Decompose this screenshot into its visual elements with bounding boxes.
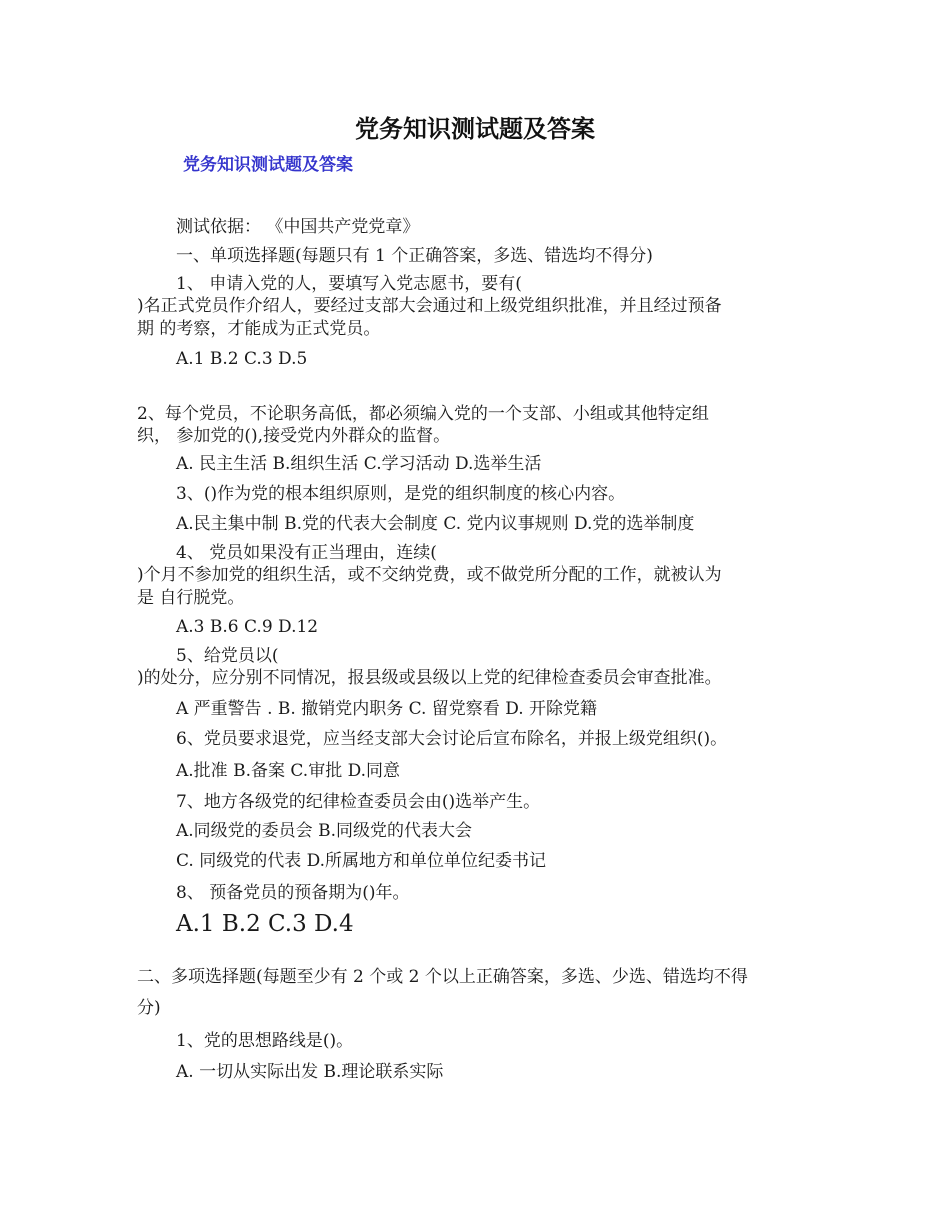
section-2-header: 二、多项选择题(每题至少有 2 个或 2 个以上正确答案，多选、少选、错选均不得 (137, 967, 748, 987)
multi-question-1-options: A. 一切从实际出发 B.理论联系实际 (176, 1062, 444, 1082)
multi-question-1-text: 1、党的思想路线是()。 (176, 1031, 354, 1051)
question-8-text: 8、 预备党员的预备期为()年。 (176, 883, 410, 903)
question-4-options: A.3 B.6 C.9 D.12 (176, 617, 319, 637)
question-7-options: C. 同级党的代表 D.所属地方和单位单位纪委书记 (176, 851, 547, 871)
question-2-options: A. 民主生活 B.组织生活 C.学习活动 D.选举生活 (176, 454, 542, 474)
question-6-text: 6、党员要求退党，应当经支部大会讨论后宣布除名，并报上级党组织()。 (176, 729, 728, 749)
question-1-text: 1、 申请入党的人，要填写入党志愿书，要有( (176, 274, 522, 294)
question-5-options: A 严重警告 . B. 撤销党内职务 C. 留党察看 D. 开除党籍 (176, 699, 598, 719)
question-7-options: A.同级党的委员会 B.同级党的代表大会 (176, 821, 472, 841)
section-1-header: 一、单项选择题(每题只有 1 个正确答案，多选、错选均不得分) (176, 246, 653, 266)
question-5-text-cont: )的处分，应分别不同情况，报县级或县级以上党的纪律检查委员会审查批准。 (137, 668, 722, 688)
question-8-options: A.1 B.2 C.3 D.4 (176, 911, 354, 937)
page-subtitle: 党务知识测试题及答案 (183, 155, 353, 175)
question-6-options: A.批准 B.备案 C.审批 D.同意 (176, 761, 401, 781)
question-4-text: 4、 党员如果没有正当理由，连续( (176, 543, 437, 563)
section-2-header-cont: 分) (137, 998, 161, 1018)
question-2-text-cont: 织， 参加党的(),接受党内外群众的监督。 (137, 426, 451, 446)
question-1-text-cont: 期 的考察，才能成为正式党员。 (137, 319, 381, 339)
question-3-options: A.民主集中制 B.党的代表大会制度 C. 党内议事规则 D.党的选举制度 (176, 514, 695, 534)
question-2-text: 2、每个党员，不论职务高低，都必须编入党的一个支部、小组或其他特定组 (137, 404, 709, 424)
test-basis: 测试依据： 《中国共产党党章》 (176, 217, 420, 237)
question-1-options: A.1 B.2 C.3 D.5 (176, 349, 308, 369)
question-1-text-cont: )名正式党员作介绍人，要经过支部大会通过和上级党组织批准，并且经过预备 (137, 296, 722, 316)
question-7-text: 7、地方各级党的纪律检查委员会由()选举产生。 (176, 792, 541, 812)
question-4-text-cont: )个月不参加党的组织生活，或不交纳党费，或不做党所分配的工作，就被认为 (137, 565, 722, 585)
question-3-text: 3、()作为党的根本组织原则，是党的组织制度的核心内容。 (176, 484, 626, 504)
question-5-text: 5、给党员以( (176, 646, 279, 666)
page-title: 党务知识测试题及答案 (355, 114, 595, 143)
question-4-text-cont: 是 自行脱党。 (137, 588, 245, 608)
